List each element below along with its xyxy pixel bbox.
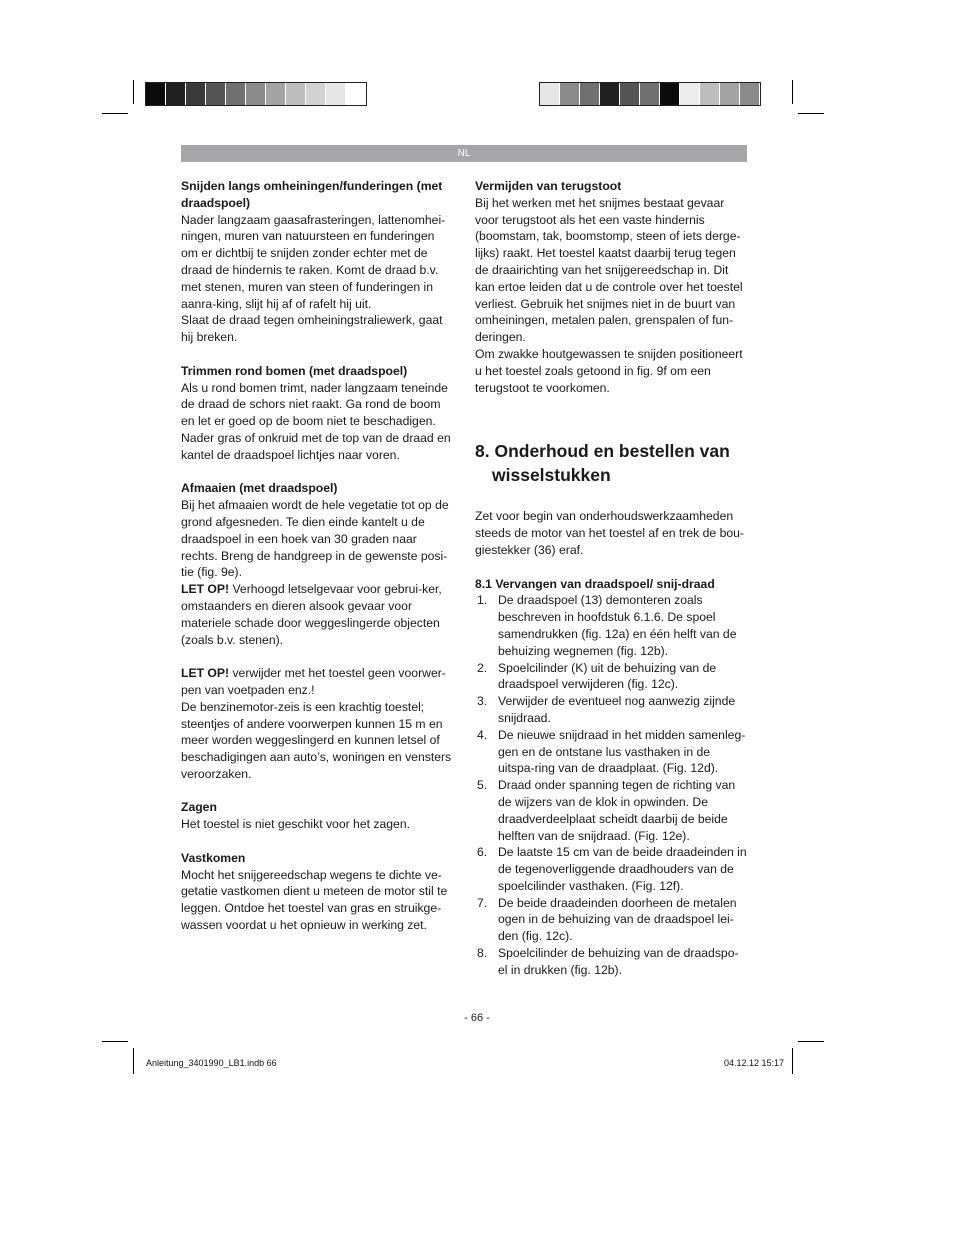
color-calibration-bar-left <box>145 82 367 106</box>
list-item-text: De laatste 15 cm van de beide draadeinden in de tegenoverliggende draadhouders van de spoelcilinder vasthaken. (Fig. 12f). <box>498 845 747 893</box>
color-swatch <box>660 83 680 105</box>
right-column <box>475 178 747 979</box>
crop-mark <box>798 1041 824 1042</box>
footer-file: Anleitung_3401990_LB1.indb 66 <box>146 1058 277 1068</box>
list-item-number: 8. <box>477 946 488 961</box>
crop-mark <box>792 1048 793 1074</box>
paragraph: Slaat de draad tegen omheiningstraliewerk, gaat hij breken. <box>181 313 443 345</box>
section-title: Trimmen rond bomen (met draadspoel) <box>181 363 408 378</box>
crop-mark <box>133 1048 134 1074</box>
color-swatch <box>580 83 600 105</box>
subsection-title: 8.1 Vervangen van draadspoel/ snij-draad <box>475 576 715 591</box>
language-label: NL <box>457 148 471 159</box>
color-swatch <box>540 83 560 105</box>
paragraph: Om zwakke houtgewassen te snijden positioneert u het toestel zoals getoond in fig. 9f om een terugstoot te voorkomen. <box>475 346 743 395</box>
list-item <box>475 660 747 694</box>
left-column <box>181 178 453 934</box>
warning-paragraph <box>181 665 453 699</box>
list-item-text: De draadspoel (13) demonteren zoals beschreven in hoofdstuk 6.1.6. De spoel samendrukken (fig. 12a) en één helft van de behuizing wegnemen (fig. 12b). <box>498 593 737 658</box>
color-swatch <box>186 83 206 105</box>
language-bar <box>181 145 747 162</box>
list-item-number: 7. <box>477 895 488 910</box>
color-calibration-bar-right <box>539 82 761 106</box>
section-title: Zagen <box>181 800 217 815</box>
color-swatch <box>560 83 580 105</box>
footer-date: 04.12.12 15:17 <box>723 1058 784 1068</box>
list-item <box>475 844 747 894</box>
color-swatch <box>680 83 700 105</box>
warning-label: LET OP! <box>181 666 230 681</box>
list-item-number: 6. <box>477 845 488 860</box>
list-item-number: 2. <box>477 660 488 675</box>
color-swatch <box>146 83 166 105</box>
color-swatch <box>600 83 620 105</box>
list-item-text: De beide draadeinden doorheen de metalen ogen in de behuizing van de draadspoel lei-den (fig. 12c). <box>498 895 737 944</box>
crop-mark <box>102 113 128 114</box>
list-item <box>475 727 747 777</box>
page-number: - 66 - <box>464 1012 490 1024</box>
section-title: Vermijden van terugstoot <box>475 179 622 193</box>
color-swatch <box>740 83 760 105</box>
warning-text: verwijder met het toestel geen voorwer-pen van voetpaden enz.! <box>181 666 446 697</box>
paragraph: Zet voor begin van onderhoudswerkzaamheden steeds de motor van het toestel af en trek de bou-giestekker (36) eraf. <box>475 509 744 557</box>
paragraph: Het toestel is niet geschikt voor het zagen. <box>181 817 410 832</box>
warning-text: Verhoogd letselgevaar voor gebrui-ker, omstaanders en dieren alsook gevaar voor materiele schade door weggeslingerde objecten (zoals b.v. stenen). <box>181 582 442 647</box>
color-swatch <box>286 83 306 105</box>
color-swatch <box>720 83 740 105</box>
list-item <box>475 895 747 945</box>
color-swatch <box>226 83 246 105</box>
list-item-number: 3. <box>477 694 488 709</box>
crop-mark <box>798 113 824 114</box>
section-title: Afmaaien (met draadspoel) <box>181 481 338 496</box>
color-swatch <box>640 83 660 105</box>
paragraph: Mocht het snijgereedschap wegens te dichte ve-getatie vastkomen dient u meteen de motor stil te leggen. Ontdoe het toestel van gras en struikge-wassen voordat u het opnieuw in werking zet. <box>181 867 448 933</box>
list-item-text: De nieuwe snijdraad in het midden samenleg-gen en de ontstane lus vasthaken in de uitspa-ring van de draadplaat. (Fig. 12d). <box>498 727 746 776</box>
color-swatch <box>246 83 266 105</box>
chapter-heading: 8. Onderhoud en bestellen van wisselstukken <box>475 441 730 485</box>
crop-mark <box>102 1041 128 1042</box>
steps-list <box>475 592 747 978</box>
crop-mark <box>133 80 134 104</box>
paragraph: Nader langzaam gaasafrasteringen, lattenomhei-ningen, muren van natuursteen en funderingen om er dichtbij te snijden zonder echter met de draad de hindernis te raken. Komt de draad b.v. met stenen, muren van steen of funderingen in aanra-king, slijt hij af of rafelt hij uit. <box>181 212 446 311</box>
list-item-text: Draad onder spanning tegen de richting van de wijzers van de klok in opwinden. De draadverdeelplaat scheidt daarbij de beide helften van de snijdraad. (Fig. 12e). <box>498 778 736 843</box>
crop-mark <box>792 80 793 104</box>
color-swatch <box>166 83 186 105</box>
list-item <box>475 777 747 844</box>
section-title: Snijden langs omheiningen/funderingen (met draadspoel) <box>181 179 443 210</box>
list-item <box>475 945 747 979</box>
list-item-number: 4. <box>477 727 488 742</box>
color-swatch <box>306 83 326 105</box>
color-swatch <box>206 83 226 105</box>
list-item <box>475 592 747 659</box>
paragraph: Bij het afmaaien wordt de hele vegetatie tot op de grond afgesneden. Te dien einde kantelt u de draadspoel in een hoek van 30 graden naar rechts. Breng de handgreep in de gewenste posi-tie (fig. 9e). <box>181 498 449 580</box>
warning-paragraph <box>181 581 453 648</box>
section-title: Vastkomen <box>181 850 246 865</box>
color-swatch <box>326 83 346 105</box>
color-swatch <box>700 83 720 105</box>
paragraph: Als u rond bomen trimt, nader langzaam teneinde de draad de schors niet raakt. Ga rond de boom en let er goed op de boom niet te beschadigen. Nader gras of onkruid met de top van de draad en kantel de draadspoel lichtjes naar voren. <box>181 380 451 462</box>
list-item-number: 1. <box>477 593 488 608</box>
color-swatch <box>620 83 640 105</box>
color-swatch <box>266 83 286 105</box>
list-item-number: 5. <box>477 778 488 793</box>
list-item-text: Verwijder de eventueel nog aanwezig zijnde snijdraad. <box>498 694 736 725</box>
list-item-text: Spoelcilinder (K) uit de behuizing van de draadspoel verwijderen (fig. 12c). <box>498 660 717 692</box>
list-item <box>475 693 747 727</box>
warning-label: LET OP! <box>181 582 230 597</box>
paragraph: De benzinemotor-zeis is een krachtig toestel; steentjes of andere voorwerpen kunnen 15 m en meer worden weggeslingerd en kunnen letsel of beschadigingen aan auto’s, woningen en vensters veroorzaken. <box>181 699 452 781</box>
color-swatch <box>346 83 366 105</box>
paragraph: Bij het werken met het snijmes bestaat gevaar voor terugstoot als het een vaste hindernis (boomstam, tak, boomstomp, steen of iets derge-lijks) raakt. Het toestel kaatst daarbij terug tegen de draairichting van het snijgereedschap in. Dit kan ertoe leiden dat u de controle over het toestel verliest. Gebruik het snijmes niet in de buurt van omheiningen, metalen palen, grenspalen of fun-deringen. <box>475 195 743 345</box>
list-item-text: Spoelcilinder de behuizing van de draadspo-el in drukken (fig. 12b). <box>498 946 739 977</box>
